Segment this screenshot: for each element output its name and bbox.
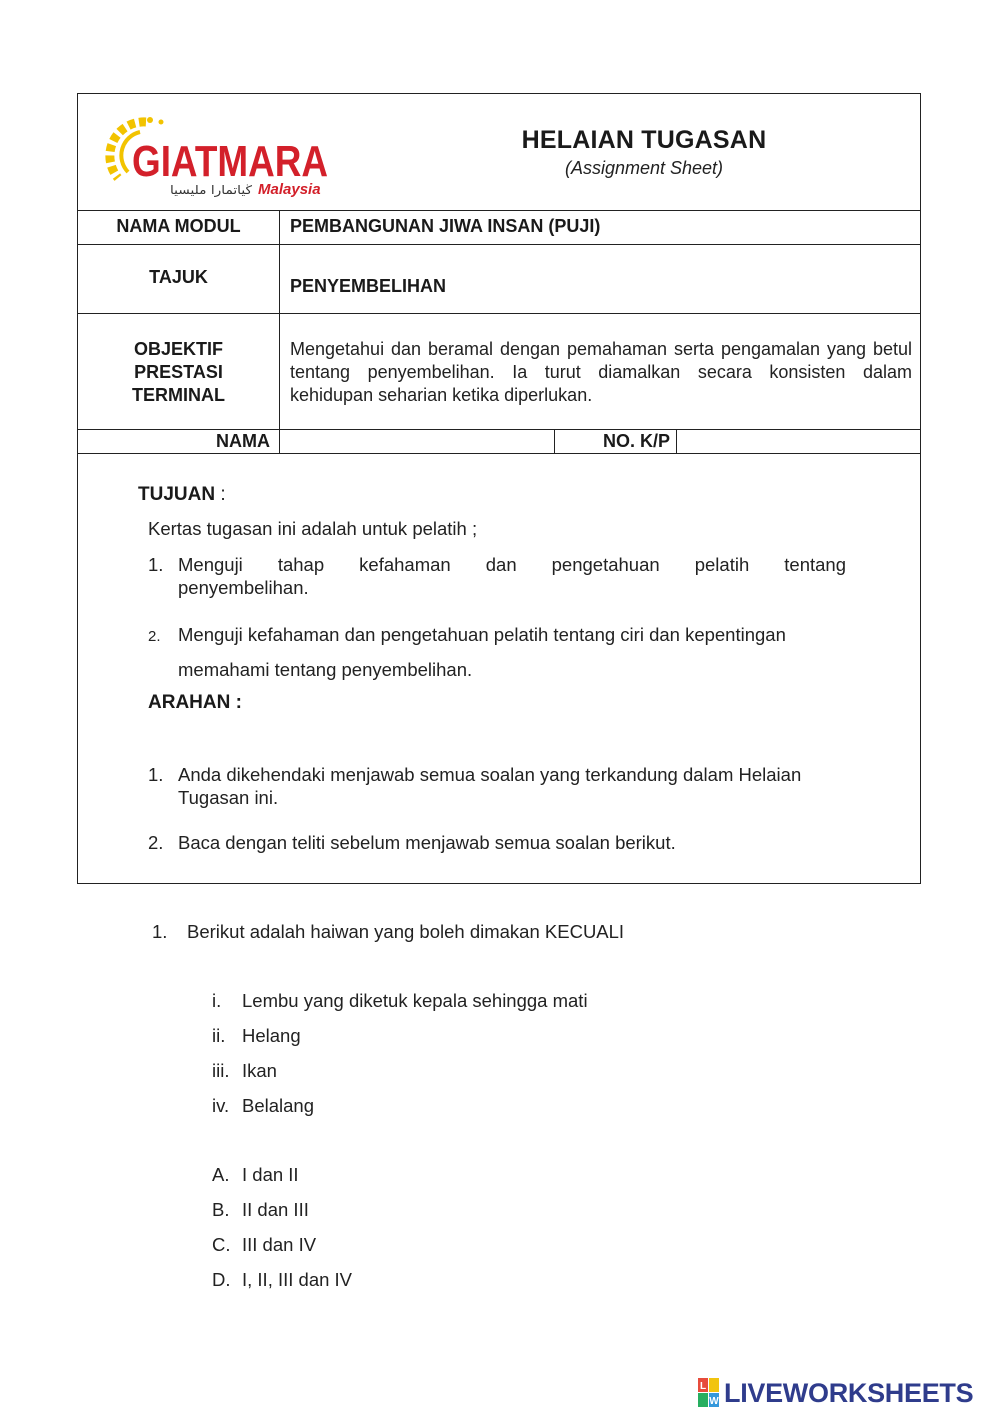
choice-text: I, II, III dan IV xyxy=(242,1269,353,1290)
statement-number: ii. xyxy=(212,1025,226,1046)
liveworksheets-brand[interactable] xyxy=(698,1376,973,1410)
objective-label xyxy=(78,338,279,407)
statement-text: Ikan xyxy=(242,1060,277,1081)
choice-letter: B. xyxy=(212,1199,230,1220)
statement-number: iv. xyxy=(212,1095,230,1116)
logo-malaysia: Malaysia xyxy=(258,181,321,198)
objective-value: Mengetahui dan beramal dengan pemahaman serta pengamalan yang betul tentang penyembelihan. Ia turut diamalkan secara konsisten dalam kehidupan seharian ketika diperlukan. xyxy=(290,339,912,405)
row-divider xyxy=(78,210,920,211)
ic-label: NO. K/P xyxy=(602,431,670,451)
instruction-item-line: Baca dengan teliti sebelum menjawab semua soalan berikut. xyxy=(178,832,676,853)
objective-label-line: TERMINAL xyxy=(132,385,225,405)
instruction-item-number: 2. xyxy=(148,832,164,853)
purpose-item-line: memahami tentang penyembelihan. xyxy=(178,659,473,680)
statement-text: Lembu yang diketuk kepala sehingga mati xyxy=(242,990,588,1011)
choice-text: I dan II xyxy=(242,1164,299,1185)
topic-value: PENYEMBELIHAN xyxy=(290,276,447,296)
purpose-item-line: penyembelihan. xyxy=(178,577,309,598)
choice-text: II dan III xyxy=(242,1199,309,1220)
column-divider xyxy=(676,429,677,453)
purpose-item-line: Menguji kefahaman dan pengetahuan pelatih tentang ciri dan kepentingan xyxy=(178,624,786,645)
ic-field[interactable] xyxy=(678,431,918,451)
name-field[interactable] xyxy=(282,431,552,451)
purpose-title xyxy=(138,484,226,506)
module-value: PEMBANGUNAN JIWA INSAN (PUJI) xyxy=(290,216,601,236)
statement-text: Belalang xyxy=(242,1095,315,1116)
liveworksheets-icon xyxy=(698,1378,720,1408)
row-divider xyxy=(78,313,920,314)
choice-letter: C. xyxy=(212,1234,231,1255)
giatmara-logo xyxy=(106,112,334,198)
objective-label-line: OBJEKTIF xyxy=(133,339,223,359)
assignment-sheet-table xyxy=(77,93,921,884)
statement-text: Helang xyxy=(242,1025,301,1046)
instruction-item-line: Tugasan ini. xyxy=(178,787,279,808)
logo-arabic: ڬياتمارا مليسيا xyxy=(170,183,242,197)
question-text: Berikut adalah haiwan yang boleh dimakan KECUALI xyxy=(187,921,625,942)
badge-letter: L xyxy=(699,1381,707,1392)
purpose-title-text: TUJUAN xyxy=(138,484,216,505)
brand-text: LIVEWORKSHEETS xyxy=(724,1377,974,1408)
choice-letter: D. xyxy=(212,1269,231,1290)
sheet-title: HELAIAN TUGASAN xyxy=(521,126,767,154)
purpose-title-colon: : xyxy=(220,484,226,505)
module-label: NAMA MODUL xyxy=(116,216,241,236)
statement-number: iii. xyxy=(212,1060,230,1081)
objective-label-line: PRESTASI xyxy=(134,362,223,382)
column-divider xyxy=(279,210,280,453)
purpose-intro: Kertas tugasan ini adalah untuk pelatih ; xyxy=(148,518,478,539)
instruction-item-number: 1. xyxy=(148,764,164,785)
instructions-title: ARAHAN : xyxy=(148,692,242,713)
row-divider xyxy=(78,429,920,430)
purpose-item-number: 1. xyxy=(148,554,164,575)
row-divider xyxy=(78,244,920,245)
name-label: NAMA xyxy=(216,431,270,451)
sheet-subtitle: (Assignment Sheet) xyxy=(564,158,724,178)
question-number: 1. xyxy=(152,921,168,942)
instruction-item-line: Anda dikehendaki menjawab semua soalan yang terkandung dalam Helaian xyxy=(178,764,802,785)
choice-letter: A. xyxy=(212,1164,230,1185)
statement-number: i. xyxy=(212,990,222,1011)
badge-letter: W xyxy=(709,1396,719,1407)
purpose-item-line: Menguji tahap kefahaman dan pengetahuan pelatih tentang xyxy=(178,554,846,575)
purpose-item-number: 2. xyxy=(148,628,161,645)
choice-text: III dan IV xyxy=(242,1234,317,1255)
topic-label: TAJUK xyxy=(149,267,208,287)
row-divider xyxy=(78,453,920,454)
logo-brand: GIATMARA xyxy=(132,137,328,186)
